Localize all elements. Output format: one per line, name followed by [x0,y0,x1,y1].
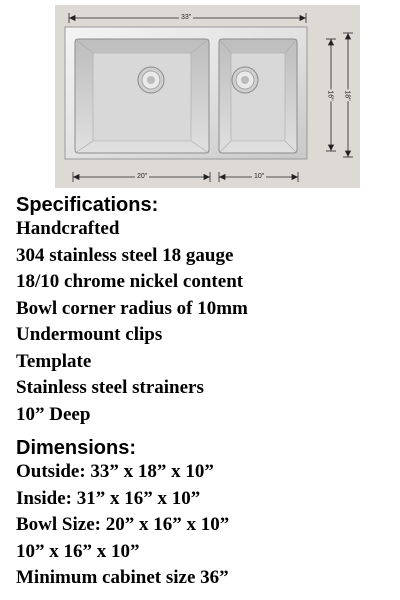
specifications-section [16,194,386,428]
dimension-item: Bowl Size: 20” x 16” x 10” [16,514,230,535]
spec-item: 304 stainless steel 18 gauge [16,244,234,266]
spec-item: Bowl corner radius of 10mm [16,297,248,319]
dimension-item: Minimum cabinet size 36” [16,567,229,588]
sink-diagram [55,5,360,188]
dimensions-section [16,437,386,592]
small-bowl-width-label: 10" [254,173,265,180]
specifications-heading: Specifications: [16,194,159,216]
spec-item: Template [16,350,92,372]
depth-label: 18" [343,90,351,101]
dimension-item: Inside: 31” x 16” x 10” [16,487,201,509]
sink-drawing [55,5,360,188]
dimension-item: Outside: 33” x 18” x 10” [16,461,214,482]
inner-depth-label: 16" [326,90,334,101]
overall-width-label: 33" [181,14,192,21]
spec-item: Undermount clips [16,324,163,345]
spec-item: Handcrafted [16,218,120,239]
spec-item: 18/10 chrome nickel content [16,271,244,292]
dimensions-heading: Dimensions: [16,437,137,459]
dimension-item: 10” x 16” x 10” [16,540,140,562]
spec-item: 10” Deep [16,403,91,425]
spec-item: Stainless steel strainers [16,377,204,398]
large-bowl-width-label: 20" [137,173,148,180]
